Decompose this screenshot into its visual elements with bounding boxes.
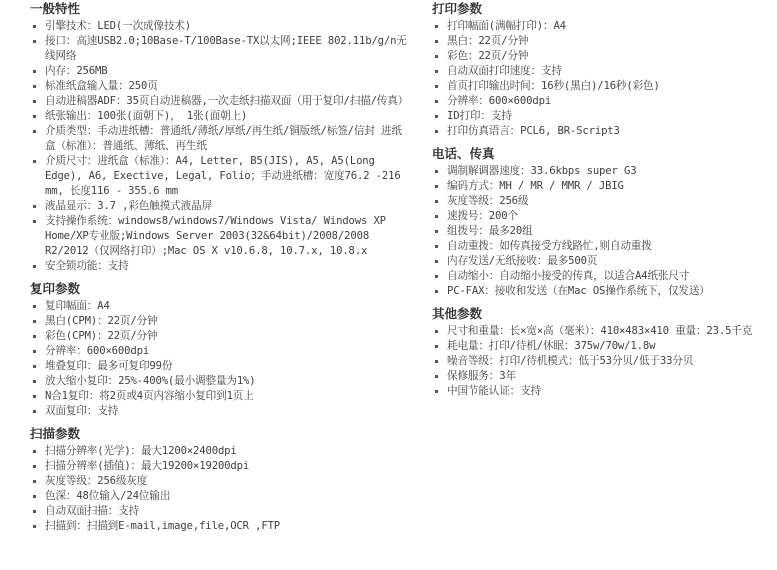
- spec-list: [432, 164, 762, 299]
- section-heading: 打印参数: [432, 1, 483, 16]
- spec-item: 编码方式：MH / MR / MMR / JBIG: [432, 179, 762, 194]
- spec-item: 噪音等级：打印/待机模式：低于53分贝/低于33分贝: [432, 354, 762, 369]
- spec-item: 介质类型：手动进纸槽：普通纸/薄纸/厚纸/再生纸/铜版纸/标签/信封 进纸盒（标准）：普通纸、薄纸、再生纸: [30, 124, 410, 154]
- spec-item: 分辨率：600×600dpi: [30, 344, 410, 359]
- right-column: [432, 0, 762, 405]
- spec-item: 介质尺寸：进纸盒（标准）：A4, Letter, B5(JIS), A5, A5(Long Edge), A6, Exective, Legal, Folio；手动进纸槽：宽度76.2 -216 mm, 长度116 - 355.6 mm: [30, 154, 410, 199]
- spec-item: 彩色(CPM)：22页/分钟: [30, 329, 410, 344]
- spec-list: [30, 19, 410, 274]
- spec-item: 黑白：22页/分钟: [432, 34, 762, 49]
- spec-item: 自动双面打印速度：支持: [432, 64, 762, 79]
- spec-item: 双面复印：支持: [30, 404, 410, 419]
- spec-item: 内存发送/无纸接收：最多500页: [432, 254, 762, 269]
- spec-item: 扫描到：扫描到E-mail,image,file,OCR ,FTP: [30, 519, 410, 534]
- spec-item: 速拨号：200个: [432, 209, 762, 224]
- section-heading: 一般特性: [30, 1, 81, 16]
- spec-item: 调制解调器速度：33.6kbps super G3: [432, 164, 762, 179]
- spec-item: 堆叠复印：最多可复印99份: [30, 359, 410, 374]
- left-section-0: [30, 0, 410, 274]
- spec-item: 自动重拨：如传真接受方线路忙,则自动重拨: [432, 239, 762, 254]
- left-section-1: [30, 280, 410, 419]
- spec-item: 彩色：22页/分钟: [432, 49, 762, 64]
- spec-item: 扫描分辨率(插值)：最大19200×19200dpi: [30, 459, 410, 474]
- spec-item: 纸张输出：100张(面朝下)， 1张(面朝上): [30, 109, 410, 124]
- spec-item: 液晶显示：3.7 ,彩色触摸式液晶屏: [30, 199, 410, 214]
- right-section-1: [432, 145, 762, 299]
- spec-item: 打印仿真语言：PCL6, BR-Script3: [432, 124, 762, 139]
- spec-item: 复印幅面：A4: [30, 299, 410, 314]
- right-section-0: [432, 0, 762, 139]
- spec-item: 组拨号：最多20组: [432, 224, 762, 239]
- section-heading: 扫描参数: [30, 426, 81, 441]
- left-section-2: [30, 425, 410, 534]
- spec-item: 自动双面扫描：支持: [30, 504, 410, 519]
- spec-item: 接口：高速USB2.0;10Base-T/100Base-TX以太网;IEEE 802.11b/g/n无线网络: [30, 34, 410, 64]
- spec-item: 色深：48位输入/24位输出: [30, 489, 410, 504]
- spec-item: N合1复印：将2页或4页内容缩小复印到1页上: [30, 389, 410, 404]
- spec-item: 安全锁功能：支持: [30, 259, 410, 274]
- spec-item: 首页打印输出时间：16秒(黑白)/16秒(彩色): [432, 79, 762, 94]
- spec-item: 耗电量：打印/待机/休眠：375w/70w/1.8w: [432, 339, 762, 354]
- spec-item: 标准纸盒输入量：250页: [30, 79, 410, 94]
- spec-item: 支持操作系统：windows8/windows7/Windows Vista/ Windows XP Home/XP专业版;Windows Server 2003(32&64bit)/2008/2008 R2/2012（仅网络打印）;Mac OS X v10.6.8, 10.7.x, 10.8.x: [30, 214, 410, 259]
- spec-item: 中国节能认证：支持: [432, 384, 762, 399]
- spec-item: 尺寸和重量：长×宽×高（毫米）：410×483×410 重量：23.5千克: [432, 324, 762, 339]
- spec-list: [30, 444, 410, 534]
- section-heading: 复印参数: [30, 281, 81, 296]
- spec-item: 自动缩小：自动缩小接受的传真，以适合A4纸张尺寸: [432, 269, 762, 284]
- spec-item: 灰度等级：256级: [432, 194, 762, 209]
- spec-item: 分辨率：600×600dpi: [432, 94, 762, 109]
- spec-item: 黑白(CPM)：22页/分钟: [30, 314, 410, 329]
- spec-list: [432, 19, 762, 139]
- spec-item: 放大缩小复印：25%-400%(最小调整量为1%): [30, 374, 410, 389]
- spec-item: 打印幅面(满幅打印)：A4: [432, 19, 762, 34]
- right-section-2: [432, 305, 762, 399]
- spec-list: [30, 299, 410, 419]
- spec-list: [432, 324, 762, 399]
- spec-item: 内存：256MB: [30, 64, 410, 79]
- section-heading: 电话、传真: [432, 146, 495, 161]
- spec-item: 灰度等级：256级灰度: [30, 474, 410, 489]
- section-heading: 其他参数: [432, 306, 483, 321]
- spec-item: 扫描分辨率(光学)：最大1200×2400dpi: [30, 444, 410, 459]
- spec-item: 自动进稿器ADF：35页自动进稿器,一次走纸扫描双面（用于复印/扫描/传真）: [30, 94, 410, 109]
- spec-item: ID打印：支持: [432, 109, 762, 124]
- spec-item: PC-FAX：接收和发送（在Mac OS操作系统下，仅发送）: [432, 284, 762, 299]
- spec-item: 保修服务：3年: [432, 369, 762, 384]
- left-column: [30, 0, 410, 540]
- spec-item: 引擎技术：LED(一次成像技术): [30, 19, 410, 34]
